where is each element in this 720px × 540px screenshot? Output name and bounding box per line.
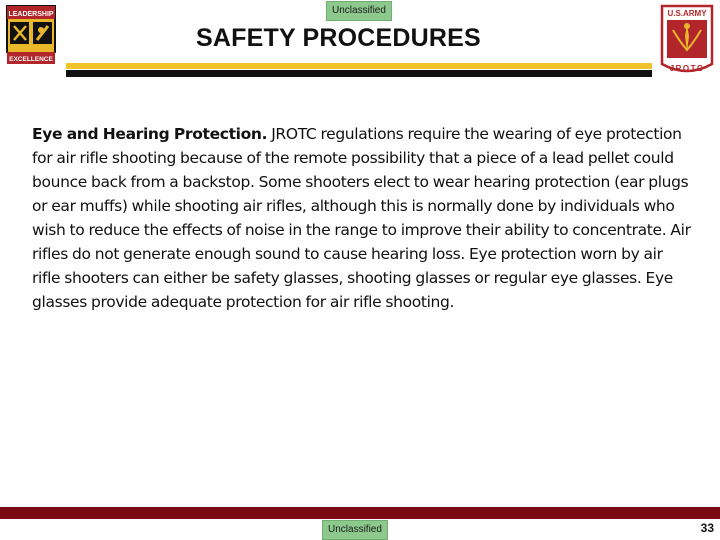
- logo-left-text-bottom: EXCELLENCE: [9, 56, 53, 63]
- footer-bar: [0, 507, 720, 519]
- classification-label-bottom: Unclassified: [322, 520, 388, 540]
- body-text: JROTC regulations require the wearing of eye protection for air rifle shooting because of the remote possibility that a piece of a lead pellet could bounce back from a backstop. Some shooters elect to wear hearing protection (ear plugs or ear muffs) while shooting air rifles, although this is normally done by individuals who wish to reduce the effects of noise in the range to improve their ability to concentrate. Air rifles do not generate enough sound to cause hearing loss. Eye protection worn by air rifle shooters can either be safety glasses, shooting glasses or regular eye glasses. Eye glasses provide adequate protection for air rifle shooting.: [32, 125, 691, 311]
- body-paragraph: [32, 122, 692, 314]
- title-rule-black: [66, 70, 652, 77]
- logo-right-text-bottom: JROTC: [669, 64, 705, 73]
- logo-left-text-top: LEADERSHIP: [8, 11, 54, 18]
- page-number: 33: [700, 521, 714, 535]
- body-heading: Eye and Hearing Protection.: [32, 125, 268, 143]
- classification-label-top: Unclassified: [326, 1, 392, 21]
- logo-right-text-top: U.S.ARMY: [667, 9, 707, 18]
- slide-title: SAFETY PROCEDURES: [196, 24, 481, 52]
- leadership-excellence-crest-icon: [4, 2, 58, 76]
- title-rule-gold: [66, 63, 652, 69]
- us-army-jrotc-crest-icon: [658, 2, 716, 78]
